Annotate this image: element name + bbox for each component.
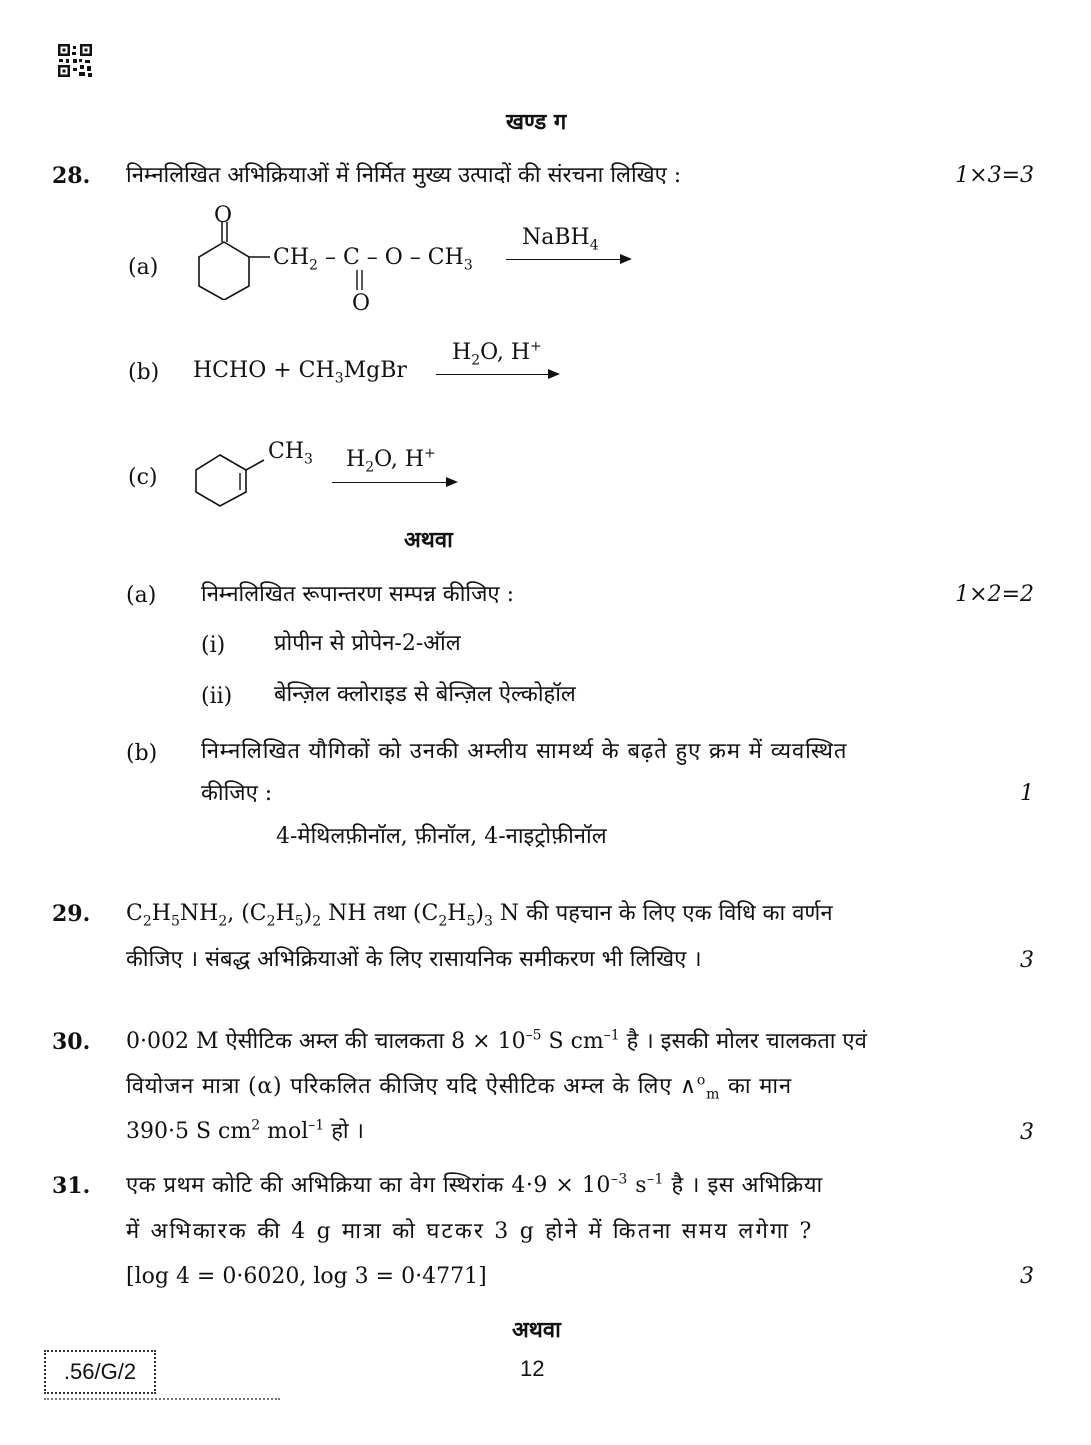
q28a-reagent: NaBH$_4$	[522, 225, 599, 254]
q28b-arrow	[436, 374, 550, 375]
q28c-label: (c)	[128, 465, 158, 490]
or-b-line1: निम्नलिखित यौगिकों को उनकी अम्लीय सामर्थ्य के बढ़ते हुए क्रम में व्यवस्थित	[201, 739, 848, 764]
or-a-text: निम्नलिखित रूपान्तरण सम्पन्न कीजिए :	[201, 582, 514, 607]
q28a-arrow-head	[620, 254, 632, 264]
or-a-item-label: (i)	[201, 633, 226, 658]
q28a-ketone-oxygen: O	[214, 203, 233, 228]
footer-dotted-line	[44, 1398, 280, 1400]
question-31-line2: में अभिकारक की 4 g मात्रा को घटकर 3 g होने में कितना समय लगेगा ?	[126, 1219, 814, 1244]
section-title: खण्ड ग	[506, 109, 567, 135]
question-31-marks: 3	[1020, 1264, 1034, 1289]
question-30-line3: 390·5 S $cm^2$ mol$^{-1}$ हो ।	[126, 1117, 364, 1144]
q28b-arrow-head	[548, 369, 560, 379]
q28c-reagent: $H_2O$, H+	[346, 445, 436, 476]
q28b-label: (b)	[128, 360, 160, 385]
question-30-line2: वियोजन मात्रा (α) परिकलित कीजिए यदि ऐसीटिक अम्ल के लिए ∧$^o_m$ का मान	[126, 1072, 792, 1103]
question-30-marks: 3	[1020, 1120, 1034, 1145]
or-a-item-text: बेन्ज़िल क्लोराइड से बेन्ज़िल ऐल्कोहॉल	[274, 682, 576, 707]
q28c-methyl: $CH_3$	[268, 439, 313, 468]
q28a-label: (a)	[128, 255, 159, 280]
question-29-line2: कीजिए । संबद्ध अभिक्रियाओं के लिए रासायनिक समीकरण भी लिखिए ।	[126, 947, 702, 972]
question-30-number: 30.	[52, 1029, 91, 1055]
question-29-line1: $C_2H_5NH_2$, $(C_2H_5)_2$ NH तथा $(C_2H_5)_3$ N की पहचान के लिए एक विधि का वर्णन	[126, 901, 833, 930]
cyclohexanone-structure	[190, 200, 280, 300]
question-28-number: 28.	[52, 163, 91, 189]
question-31-line1: एक प्रथम कोटि की अभिक्रिया का वेग स्थिरांक $4\cdot 9 \times 10^{-3}$ $s^{-1}$ है । इस अभिक्रिया	[126, 1171, 823, 1198]
q28a-ester-chain: $CH_2$ – C – O – $CH_3$	[273, 245, 473, 274]
q28b-reactants: HCHO + $CH_3MgBr$	[193, 358, 407, 387]
methylcyclohexene-structure	[190, 440, 280, 510]
or-b-marks: 1	[1020, 781, 1034, 806]
q28c-arrow	[332, 482, 448, 483]
paper-code: .56/G/2	[63, 1359, 137, 1384]
question-31-line3: [log 4 = 0·6020, log 3 = 0·4771]	[126, 1264, 487, 1289]
question-31-number: 31.	[52, 1173, 91, 1199]
paper-code-box	[44, 1350, 156, 1394]
q28b-reagent: $H_2O$, H+	[452, 338, 542, 369]
or-b-line2: कीजिए :	[201, 781, 273, 806]
question-29-number: 29.	[52, 901, 91, 927]
question-28-text: निम्नलिखित अभिक्रियाओं में निर्मित मुख्य उत्पादों की संरचना लिखिए :	[126, 163, 682, 188]
page-number: 12	[520, 1356, 545, 1381]
q28a-carbonyl-oxygen: O	[352, 291, 371, 316]
or-label-bottom: अथवा	[512, 1317, 561, 1343]
or-a-label: (a)	[126, 583, 157, 608]
question-28-marks: 1×3=3	[955, 163, 1034, 188]
or-a-item-label: (ii)	[201, 684, 233, 709]
qr-code-icon	[58, 44, 94, 78]
or-b-compounds: 4-मेथिलफ़ीनॉल, फ़ीनॉल, 4-नाइट्रोफ़ीनॉल	[276, 824, 607, 849]
or-a-item-text: प्रोपीन से प्रोपेन-2-ऑल	[274, 631, 461, 656]
q28c-arrow-head	[446, 477, 458, 487]
q28a-carbonyl-double-bond	[352, 268, 368, 292]
q28a-arrow	[506, 259, 622, 260]
or-a-marks: 1×2=2	[955, 582, 1034, 607]
question-29-marks: 3	[1020, 948, 1034, 973]
or-b-label: (b)	[126, 741, 158, 766]
or-label: अथवा	[404, 527, 453, 553]
question-30-line1: 0·002 M ऐसीटिक अम्ल की चालकता $8 \times 10^{-5}$ S $cm^{-1}$ है । इसकी मोलर चालकता एवं	[126, 1027, 867, 1054]
